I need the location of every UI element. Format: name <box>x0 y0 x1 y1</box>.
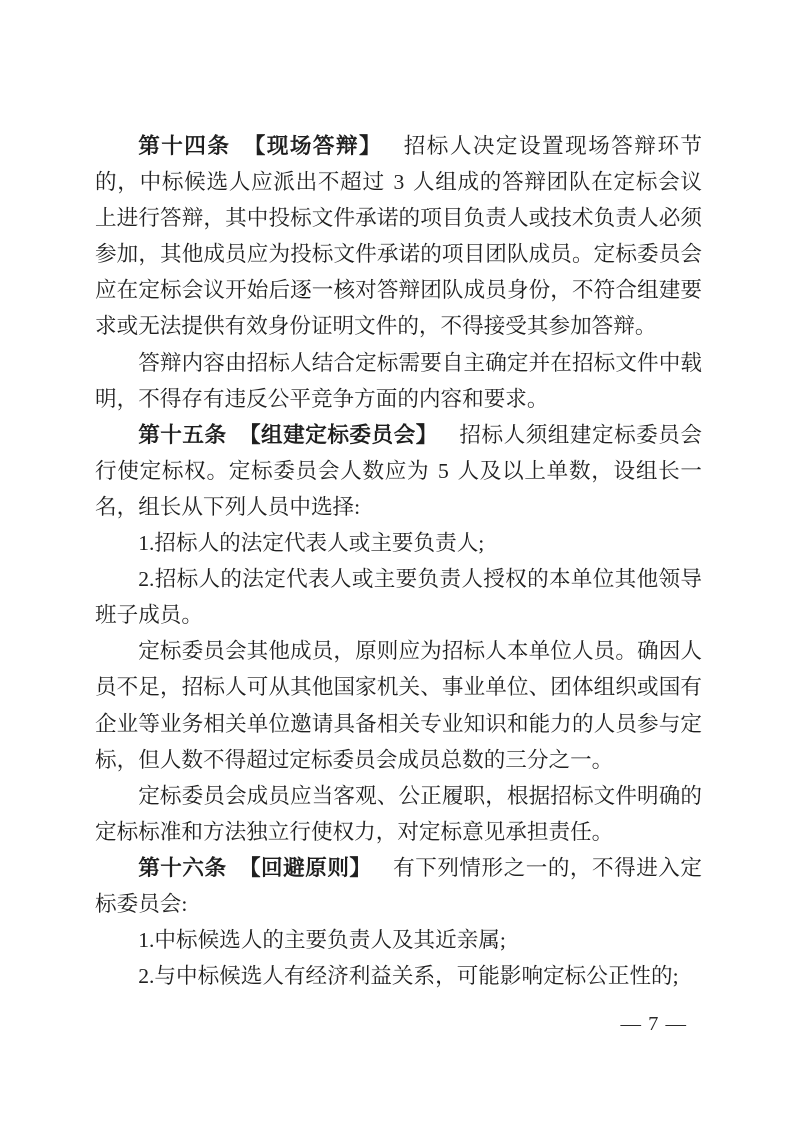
article-16-heading: 第十六条 【回避原则】 <box>138 855 372 880</box>
paragraph-committee-duty <box>95 778 702 850</box>
paragraph-article-16 <box>95 850 702 922</box>
article-14-text: 招标人决定设置现场答辩环节的，中标候选人应派出不超过 3 人组成的答辩团队在定标会议上进行答辩，其中投标文件承诺的项目负责人或技术负责人必须参加，其他成员应为投标文件承诺的项目团队成员。定标委员会应在定标会议开始后逐一核对答辩团队成员身份，不符合组建要求或无法提供有效身份证明文件的，不得接受其参加答辩。 <box>95 134 702 339</box>
list-item-text: 1.招标人的法定代表人或主要负责人; <box>138 531 485 556</box>
paragraph-article-14 <box>95 128 702 345</box>
list-item-text: 1.中标候选人的主要负责人及其近亲属; <box>138 928 506 953</box>
paragraph-article-15 <box>95 417 702 525</box>
paragraph-committee-members <box>95 633 702 777</box>
page-number: — 7 — <box>620 1013 687 1035</box>
paragraph-defense-content <box>95 345 702 417</box>
list-item-text: 2.与中标候选人有经济利益关系，可能影响定标公正性的; <box>138 964 679 989</box>
article-16-text: 有下列情形之一的，不得进入定标委员会: <box>95 855 702 916</box>
list-item-1-article-15 <box>95 525 702 561</box>
article-15-heading: 第十五条 【组建定标委员会】 <box>138 422 438 447</box>
document-content <box>95 128 702 994</box>
list-item-1-article-16 <box>95 922 702 958</box>
article-14-heading: 第十四条 【现场答辩】 <box>138 134 383 158</box>
paragraph-text: 答辩内容由招标人结合定标需要自主确定并在招标文件中载明，不得存有违反公平竞争方面的内容和要求。 <box>95 350 702 411</box>
list-item-text: 2.招标人的法定代表人或主要负责人授权的本单位其他领导班子成员。 <box>95 567 702 628</box>
article-15-text: 招标人须组建定标委员会行使定标权。定标委员会人数应为 5 人及以上单数，设组长一名，组长从下列人员中选择: <box>95 422 702 519</box>
paragraph-text: 定标委员会其他成员，原则应为招标人本单位人员。确因人员不足，招标人可从其他国家机关、事业单位、团体组织或国有企业等业务相关单位邀请具备相关专业知识和能力的人员参与定标，但人数不得超过定标委员会成员总数的三分之一。 <box>95 639 702 772</box>
list-item-2-article-16 <box>95 958 702 994</box>
list-item-2-article-15 <box>95 561 702 633</box>
paragraph-text: 定标委员会成员应当客观、公正履职，根据招标文件明确的定标标准和方法独立行使权力，对定标意见承担责任。 <box>95 783 702 844</box>
